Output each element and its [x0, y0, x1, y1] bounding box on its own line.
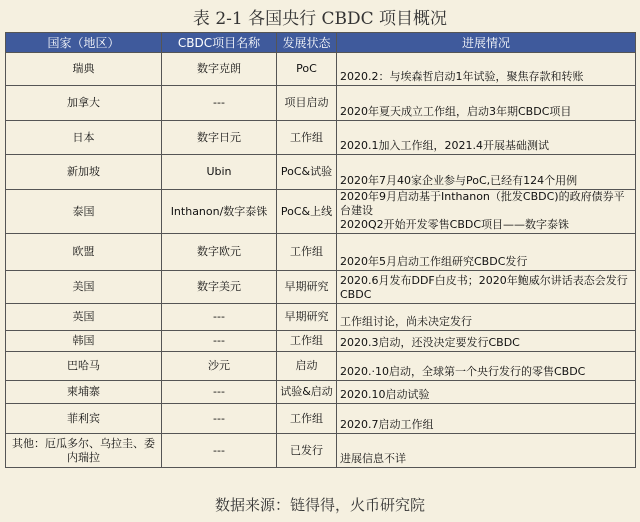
table-row: [6, 271, 636, 304]
cell-progress: 2020.3启动，还没决定要发行CBDC: [337, 331, 636, 352]
table-title: 表 2-1 各国央行 CBDC 项目概况: [192, 9, 448, 29]
cell-status: PoC&上线: [277, 190, 337, 234]
source-note: 数据来源：链得得，火币研究院: [214, 496, 425, 514]
cell-progress: 2020年5月启动工作组研究CBDC发行: [337, 234, 636, 271]
cell-status: 工作组: [277, 331, 337, 352]
cell-progress: 2020年9月启动基于Inthanon（批发CBDC)的政府债券平台建设 2020Q2开始开发零售CBDC项目——数字泰铢: [337, 190, 636, 234]
header-country: 国家（地区）: [6, 33, 162, 53]
table-row: [6, 434, 636, 468]
cell-country: 瑞典: [6, 53, 162, 86]
cell-country: 柬埔寨: [6, 381, 162, 404]
cell-status: 早期研究: [277, 304, 337, 331]
cell-progress: 2020年夏天成立工作组，启动3年期CBDC项目: [337, 86, 636, 121]
cell-country: 美国: [6, 271, 162, 304]
cell-country: 泰国: [6, 190, 162, 234]
cell-progress: 2020.7启动工作组: [337, 404, 636, 434]
cell-country: 菲利宾: [6, 404, 162, 434]
cell-country: 新加坡: [6, 155, 162, 190]
cell-project: 数字克朗: [162, 53, 277, 86]
cell-progress: 2020.2：与埃森哲启动1年试验，聚焦存款和转账: [337, 53, 636, 86]
table-row: [6, 404, 636, 434]
cell-project: ---: [162, 381, 277, 404]
cell-status: 工作组: [277, 234, 337, 271]
cell-progress: 2020.10启动试验: [337, 381, 636, 404]
cell-project: ---: [162, 434, 277, 468]
cell-project: Ubin: [162, 155, 277, 190]
cell-project: 沙元: [162, 352, 277, 381]
cell-status: 早期研究: [277, 271, 337, 304]
cell-project: 数字欧元: [162, 234, 277, 271]
cell-country: 巴哈马: [6, 352, 162, 381]
cell-project: ---: [162, 331, 277, 352]
cell-status: 已发行: [277, 434, 337, 468]
cell-country: 韩国: [6, 331, 162, 352]
cell-country: 加拿大: [6, 86, 162, 121]
cell-country: 英国: [6, 304, 162, 331]
cell-progress: 2020年7月40家企业参与PoC,已经有124个用例: [337, 155, 636, 190]
cell-country: 日本: [6, 121, 162, 155]
cell-status: 试验&启动: [277, 381, 337, 404]
cell-progress: 2020.1加入工作组，2021.4开展基础测试: [337, 121, 636, 155]
cbdc-table: [5, 32, 636, 468]
cell-progress: 进展信息不详: [337, 434, 636, 468]
table-row: [6, 121, 636, 155]
table-row: [6, 381, 636, 404]
cell-status: 项目启动: [277, 86, 337, 121]
cell-progress: 2020.6月发布DDF白皮书；2020年鲍威尔讲话表态会发行CBDC: [337, 271, 636, 304]
table-row: [6, 352, 636, 381]
cell-progress: 2020.·10启动，全球第一个央行发行的零售CBDC: [337, 352, 636, 381]
cell-project: ---: [162, 304, 277, 331]
cell-status: 工作组: [277, 121, 337, 155]
header-status: 发展状态: [277, 33, 337, 53]
table-row: [6, 155, 636, 190]
header-row: [6, 33, 636, 53]
header-progress: 进展情况: [337, 33, 636, 53]
table-row: [6, 304, 636, 331]
table-row: [6, 86, 636, 121]
cell-project: 数字美元: [162, 271, 277, 304]
cell-country: 欧盟: [6, 234, 162, 271]
cell-project: ---: [162, 86, 277, 121]
cell-status: PoC&试验: [277, 155, 337, 190]
table-row: [6, 331, 636, 352]
header-project: CBDC项目名称: [162, 33, 277, 53]
cell-project: ---: [162, 404, 277, 434]
cell-project: 数字日元: [162, 121, 277, 155]
cell-status: 工作组: [277, 404, 337, 434]
cell-country: 其他：厄瓜多尔、乌拉圭、委内瑞拉: [6, 434, 162, 468]
cell-project: Inthanon/数字泰铢: [162, 190, 277, 234]
table-row: [6, 53, 636, 86]
table-row: [6, 234, 636, 271]
cell-progress: 工作组讨论，尚未决定发行: [337, 304, 636, 331]
cell-status: PoC: [277, 53, 337, 86]
table-row: [6, 190, 636, 234]
cell-status: 启动: [277, 352, 337, 381]
